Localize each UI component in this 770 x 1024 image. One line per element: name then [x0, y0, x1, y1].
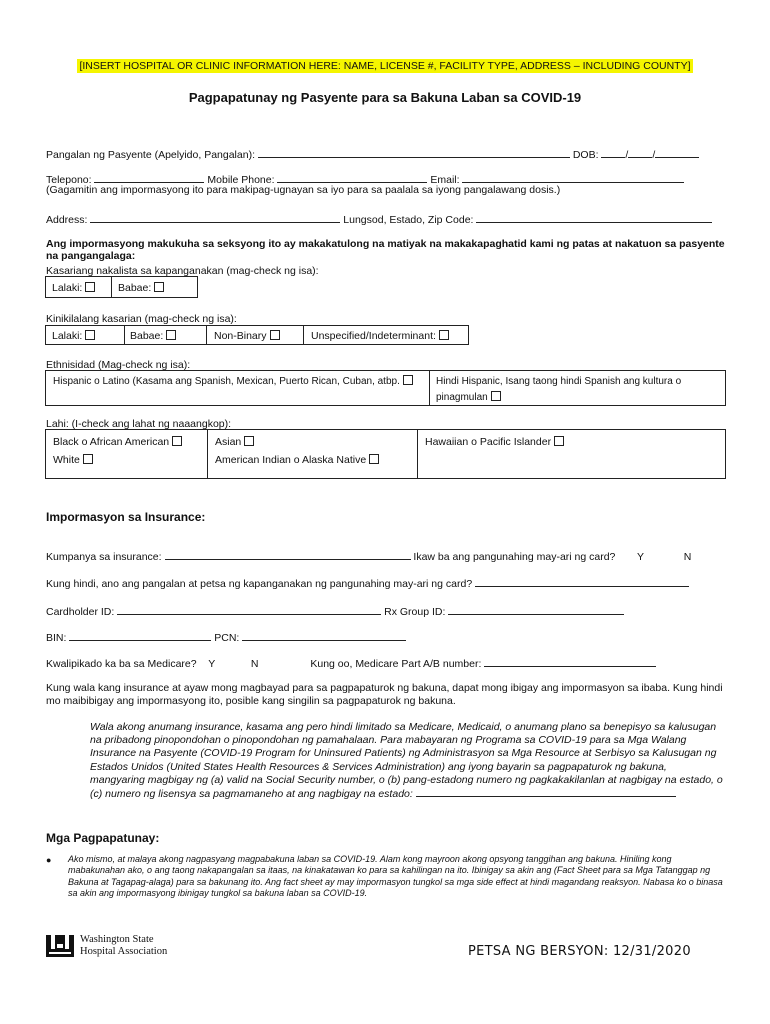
demographics-intro: Ang impormasyong makukuha sa seksyong ito ay makakatulong na matiyak na makakapaghatid kami ng patas at nakatuon sa pasyente na pangangalaga:: [46, 238, 725, 262]
ethnicity-option-non-hispanic[interactable]: Hindi Hispanic, Isang taong hindi Spanish ang kultura o pinagmulan: [436, 376, 682, 403]
gender-female-checkbox[interactable]: [166, 330, 176, 340]
sex-female-checkbox[interactable]: [154, 282, 164, 292]
primary-yes-option[interactable]: Y: [637, 551, 644, 563]
insurance-company-row: [46, 548, 736, 563]
gender-option-nonbinary[interactable]: Non-Binary: [214, 330, 280, 342]
gender-male-checkbox[interactable]: [85, 330, 95, 340]
city-field[interactable]: [476, 211, 712, 223]
medicare-question: Kwalipikado ka ba sa Medicare?: [46, 658, 197, 670]
race-divider-1: [207, 429, 208, 479]
bin-field[interactable]: [69, 629, 211, 641]
dob-month-field[interactable]: [601, 146, 625, 158]
sex-divider: [111, 276, 112, 298]
attestation-bullet-icon: ●: [46, 855, 52, 865]
race-label: Lahi: (I-check ang lahat ng naaangkop):: [46, 418, 232, 430]
gender-divider-2: [206, 325, 207, 345]
attestation-bullet-text: Ako mismo, at malaya akong nagpasyang magpabakuna laban sa COVID-19. Alam kong mayroon akong opsyong tanggihan ang bakuna. Hiniling kong mabakunahan ako, o ang taong nakapangalan sa itaas, na kinakatawan ko para sa kahilingan na ito. Ibinigay sa akin ang (Fact Sheet para sa Mga Tatanggap ng Bakuna at Tagapag-alaga) para sa bakunang ito. Ang fact sheet ay may impormasyon tungkol sa mga side effect at hindi magandang reaksyon. Nabasa ko o binasa sa akin ang impormasyong ibinigay tungkol sa bakuna laban sa COVID-19.: [68, 854, 723, 899]
gender-unspecified-checkbox[interactable]: [439, 330, 449, 340]
race-option-hawaiian[interactable]: Hawaiian o Pacific Islander: [425, 436, 564, 448]
email-field[interactable]: [462, 171, 684, 183]
pcn-field[interactable]: [242, 629, 406, 641]
medicare-number-field[interactable]: [484, 655, 656, 667]
race-option-asian[interactable]: Asian: [215, 436, 254, 448]
name-field[interactable]: [258, 146, 570, 158]
ethnicity-divider: [429, 370, 430, 406]
dob-day-field[interactable]: [628, 146, 652, 158]
address-label: Address:: [46, 214, 88, 226]
phone-label: Telepono:: [46, 174, 92, 186]
version-date: PETSA NG BERSYON: 12/31/2020: [468, 944, 691, 959]
medicare-no-option[interactable]: N: [250, 658, 259, 670]
cardholder-label: Cardholder ID:: [46, 606, 115, 618]
attestation-heading: Mga Pagpapatunay:: [46, 831, 160, 845]
ethnicity-hispanic-checkbox[interactable]: [403, 375, 413, 385]
bin-pcn-row: [46, 629, 736, 644]
wsha-logo-icon: [46, 935, 74, 957]
race-hawaiian-checkbox[interactable]: [554, 436, 564, 446]
city-label: Lungsod, Estado, Zip Code:: [343, 214, 474, 226]
phone-field[interactable]: [94, 171, 204, 183]
insurance-heading: Impormasyon sa Insurance:: [46, 510, 206, 524]
medicare-row: [46, 655, 736, 670]
mobile-label: Mobile Phone:: [207, 174, 275, 186]
gender-option-unspecified[interactable]: Unspecified/Indeterminant:: [311, 330, 449, 342]
rx-label: Rx Group ID:: [384, 606, 446, 618]
primary-holder-field[interactable]: [475, 575, 689, 587]
ethnicity-non-hispanic-checkbox[interactable]: [491, 391, 501, 401]
patient-name-row: Pangalan ng Pasyente (Apelyido, Pangalan): DOB: / /: [46, 146, 736, 161]
gender-label: Kinikilalang kasarian (mag-check ng isa):: [46, 313, 237, 325]
race-option-black[interactable]: Black o African American: [53, 436, 182, 448]
gender-option-male[interactable]: Lalaki:: [52, 330, 95, 342]
primary-holder-row: [46, 575, 736, 590]
medicare-number-label: Kung oo, Medicare Part A/B number:: [310, 658, 482, 670]
gender-nonbinary-checkbox[interactable]: [270, 330, 280, 340]
primary-holder-label: Kung hindi, ano ang pangalan at petsa ng kapanganakan ng pangunahing may-ari ng card?: [46, 578, 473, 590]
email-label: Email:: [430, 174, 460, 186]
sex-male-checkbox[interactable]: [85, 282, 95, 292]
gender-option-female[interactable]: Babae:: [130, 330, 176, 342]
race-black-checkbox[interactable]: [172, 436, 182, 446]
company-field[interactable]: [165, 548, 411, 560]
cardholder-row: [46, 603, 736, 618]
medicare-yes-option[interactable]: Y: [208, 658, 216, 670]
logo-line-1: Washington State: [80, 934, 154, 945]
pcn-label: PCN:: [214, 632, 240, 644]
ethnicity-option-hispanic[interactable]: Hispanic o Latino (Kasama ang Spanish, Mexican, Puerto Rican, Cuban, atbp.: [53, 374, 423, 390]
dob-label: DOB:: [572, 149, 599, 161]
race-divider-2: [417, 429, 418, 479]
name-label: Pangalan ng Pasyente (Apelyido, Pangalan):: [46, 149, 255, 161]
cardholder-field[interactable]: [117, 603, 381, 615]
race-option-white[interactable]: White: [53, 454, 93, 466]
sex-label: Kasariang nakalista sa kapanganakan (mag-check ng isa):: [46, 265, 319, 277]
address-row: [46, 211, 736, 226]
ethnicity-label: Ethnisidad (Mag-check ng isa):: [46, 359, 191, 371]
dob-year-field[interactable]: [655, 146, 699, 158]
address-field[interactable]: [90, 211, 340, 223]
gender-divider-3: [303, 325, 304, 345]
bin-label: BIN:: [46, 632, 67, 644]
page-title: Pagpapatunay ng Pasyente para sa Bakuna Laban sa COVID-19: [188, 90, 582, 105]
primary-holder-question: Ikaw ba ang pangunahing may-ari ng card?: [413, 551, 616, 563]
header-placeholder: [INSERT HOSPITAL OR CLINIC INFORMATION HERE: NAME, LICENSE #, FACILITY TYPE, ADDRESS – INCLUDING COUNTY]: [79, 60, 691, 72]
race-asian-checkbox[interactable]: [244, 436, 254, 446]
mobile-field[interactable]: [277, 171, 427, 183]
no-insurance-note: Kung wala kang insurance at ayaw mong magbayad para sa pagpapaturok ng bakuna, dapat mong ibigay ang impormasyon sa ibaba. Kung hindi mo maibibigay ang impormasyong ito, posible kang singilin sa pagpapaturok ng bakuna.: [46, 682, 723, 707]
gender-divider-1: [124, 325, 125, 345]
logo-line-2: Hospital Association: [80, 946, 168, 957]
sex-option-male[interactable]: Lalaki:: [52, 282, 95, 294]
uninsured-statement: [90, 721, 724, 801]
sex-option-female[interactable]: Babae:: [118, 282, 164, 294]
uninsured-state-field[interactable]: [416, 787, 676, 797]
race-white-checkbox[interactable]: [83, 454, 93, 464]
uninsured-text: Wala akong anumang insurance, kasama ang pero hindi limitado sa Medicare, Medicaid, o anumang plano sa benepisyo sa kalusugan na pribadong pinopondohan o pinopondohan ng pamahalaan. Para mabayaran ng Programa sa COVID-19 para sa Mga Walang Insurance na Pasyente (COVID-19 Program for Uninsured Patients) ng Administrasyon sa Mga Resource at Serbisyo sa Kalusugan ng Estados Unidos (United States Health Resources & Services Administration) ang iyong bayarin sa pagpapaturok ng bakuna, mangyaring magbigay ng (a) valid na Social Security number, o (b) pang-estadong numero ng pagkakakilanlan at nagbigay na estado, o (c) numero ng lisensya sa pagmamaneho at ang nagbigay na estado:: [90, 721, 723, 801]
wsha-logo-text: [80, 934, 167, 958]
contact-note: (Gagamitin ang impormasyong ito para makipag-ugnayan sa iyo para sa paalala sa iyong pangalawang dosis.): [46, 184, 561, 196]
rx-field[interactable]: [448, 603, 624, 615]
race-american-indian-checkbox[interactable]: [369, 454, 379, 464]
primary-no-option[interactable]: N: [683, 551, 692, 563]
company-label: Kumpanya sa insurance:: [46, 551, 162, 563]
race-option-american-indian[interactable]: American Indian o Alaska Native: [215, 454, 379, 466]
